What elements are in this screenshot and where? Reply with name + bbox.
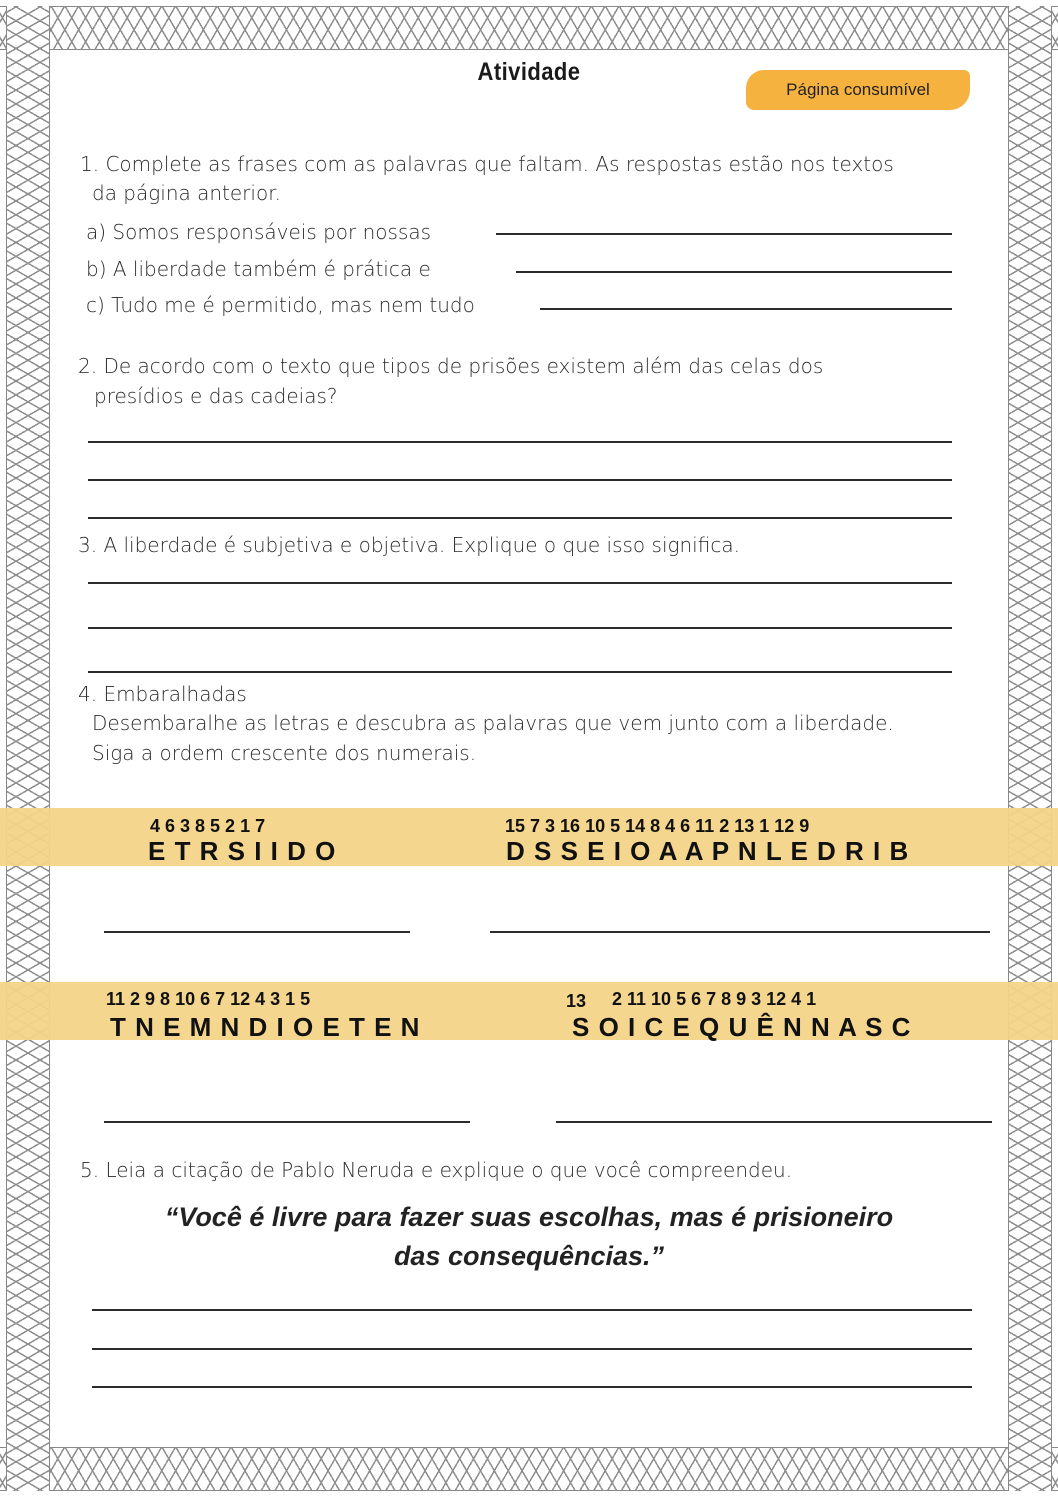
question-2-text-cont: presídios e das cadeias? [94, 384, 338, 408]
question-4-heading: 4. Embaralhadas [78, 682, 247, 706]
question-4-instructions-cont: Siga a ordem crescente dos numerais. [92, 741, 477, 765]
answer-line-2-1[interactable] [88, 441, 952, 443]
puzzle-4-answer-line[interactable] [556, 1121, 992, 1123]
puzzle-3-answer-line[interactable] [104, 1121, 470, 1123]
question-1a-prompt: a) Somos responsáveis por nossas [86, 220, 432, 244]
answer-line-1b[interactable] [516, 271, 952, 273]
question-1-text-cont: da página anterior. [92, 181, 281, 205]
answer-line-1a[interactable] [496, 233, 952, 235]
puzzle-2-letters: D S S E I O A A P N L E D R I B [506, 836, 910, 866]
page-title: Atividade [477, 58, 581, 86]
answer-line-3-1[interactable] [88, 582, 952, 584]
answer-line-3-3[interactable] [88, 671, 952, 673]
answer-line-2-2[interactable] [88, 479, 952, 481]
answer-line-5-1[interactable] [92, 1309, 972, 1311]
puzzle-2-numbers: 15 7 3 16 10 5 14 8 4 6 11 2 13 1 12 9 [505, 816, 810, 836]
question-1b-prompt: b) A liberdade também é prática e [86, 257, 431, 281]
puzzle-4-numbers: 2 11 10 5 6 7 8 9 3 12 4 1 [612, 989, 817, 1009]
puzzle-1-numbers: 4 6 3 8 5 2 1 7 [150, 816, 266, 836]
puzzle-2-answer-line[interactable] [490, 931, 990, 933]
puzzle-1-letters: E T R S I I D O [148, 836, 337, 866]
question-3-text: 3. A liberdade é subjetiva e objetiva. Explique o que isso significa. [78, 533, 740, 557]
puzzle-3-numbers: 11 2 9 8 10 6 7 12 4 3 1 5 [106, 989, 311, 1009]
puzzle-1-answer-line[interactable] [104, 931, 410, 933]
puzzle-4-letters: S O I C E Q U Ê N N A S C [572, 1012, 912, 1042]
question-1-text: 1. Complete as frases com as palavras que faltam. As respostas estão nos textos [80, 152, 894, 176]
neruda-quote-line-2: das consequências.” [393, 1241, 665, 1271]
answer-line-2-3[interactable] [88, 517, 952, 519]
answer-line-3-2[interactable] [88, 627, 952, 629]
neruda-quote-line-1: “Você é livre para fazer suas escolhas, mas é prisioneiro [164, 1202, 894, 1232]
consumable-page-badge: Página consumível [746, 70, 970, 110]
answer-line-1c[interactable] [540, 308, 952, 310]
answer-line-5-3[interactable] [92, 1386, 972, 1388]
question-1c-prompt: c) Tudo me é permitido, mas nem tudo [86, 293, 475, 317]
question-4-instructions: Desembaralhe as letras e descubra as palavras que vem junto com a liberdade. [92, 711, 894, 735]
answer-line-5-2[interactable] [92, 1348, 972, 1350]
puzzle-3-letters: T N E M N D I O E T E N [110, 1012, 421, 1042]
decorative-border-top [0, 6, 1058, 50]
decorative-border-bottom [0, 1447, 1058, 1491]
question-2-text: 2. De acordo com o texto que tipos de prisões existem além das celas dos [78, 354, 824, 378]
question-5-text: 5. Leia a citação de Pablo Neruda e explique o que você compreendeu. [80, 1158, 793, 1182]
puzzle-4-number-first: 13 [566, 991, 587, 1011]
